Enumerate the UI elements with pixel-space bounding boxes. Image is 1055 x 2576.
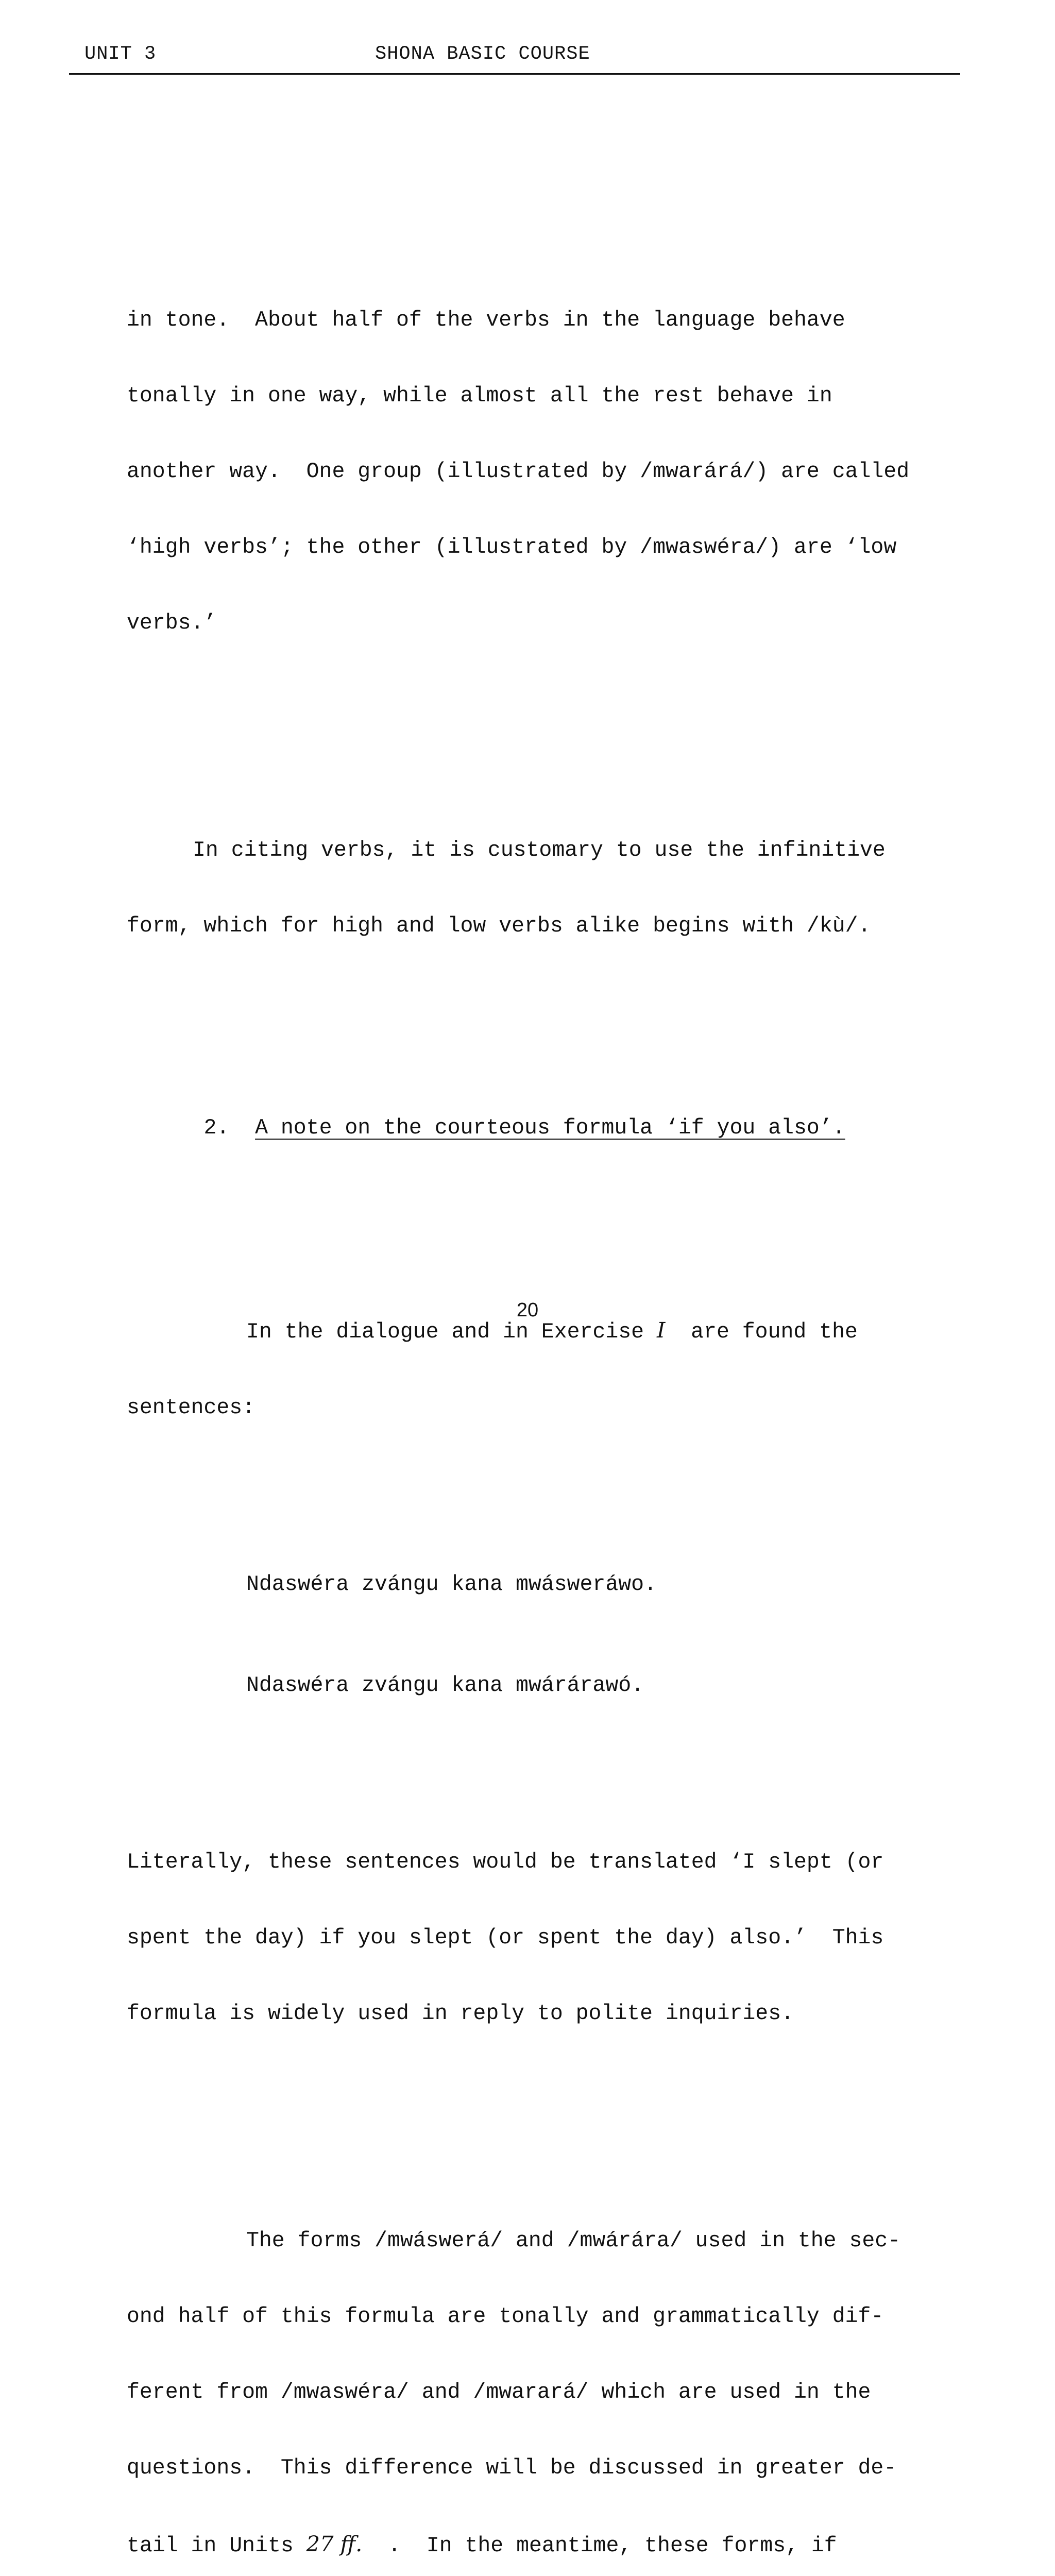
text-line: formula is widely used in reply to polite inquiries. — [127, 2002, 794, 2026]
text-line: sentences: — [127, 1396, 256, 1420]
text-line: verbs.’ — [127, 611, 217, 635]
text-line: another way. One group (illustrated by /mwarárá/) are called — [127, 460, 910, 484]
example-sentence: Ndaswéra zvángu kana mwásweráwo. — [246, 1572, 657, 1597]
paragraph-forms — [127, 2178, 982, 2576]
text-line: Literally, these sentences would be translated ‘I slept (or — [127, 1850, 884, 1874]
running-header — [69, 40, 960, 75]
page-body — [127, 181, 982, 2576]
text-line: spent the day) if you slept (or spent the day) also.’ This — [127, 1926, 884, 1950]
text-line: ferent from /mwaswéra/ and /mwarará/ which are used in the — [127, 2380, 871, 2404]
text-line: In citing verbs, it is customary to use the infinitive — [193, 838, 886, 862]
section-heading-2 — [127, 1090, 982, 1166]
section-number: 2. — [203, 1116, 230, 1140]
text-line: ond half of this formula are tonally and grammatically dif- — [127, 2304, 884, 2329]
section-title: A note on the courteous formula ‘if you also’. — [255, 1116, 845, 1140]
text-line: in tone. About half of the verbs in the language behave — [127, 308, 845, 332]
course-title: SHONA BASIC COURSE — [375, 43, 590, 65]
text-line: In the dialogue and in Exercise I are found the — [246, 1317, 858, 1344]
text-line: form, which for high and low verbs alike begins with /kù/. — [127, 914, 871, 938]
unit-label: UNIT 3 — [84, 43, 157, 65]
text-line: questions. This difference will be discussed in greater de- — [127, 2456, 897, 2480]
text-line: ‘high verbs’; the other (illustrated by /mwaswéra/) are ‘low — [127, 535, 897, 560]
example-sentence: Ndaswéra zvángu kana mwárárawó. — [246, 1673, 644, 1698]
handwritten-unit-reference: 27 ff. — [306, 2531, 363, 2556]
paragraph-literal-translation — [127, 1799, 982, 2077]
page-number: 20 — [516, 1299, 539, 1321]
text-line: The forms /mwáswerá/ and /mwárára/ used in the sec- — [246, 2229, 901, 2253]
paragraph-verb-classes — [127, 257, 982, 686]
paragraph-dialogue-intro — [127, 1267, 982, 1471]
paragraph-citing-verbs — [127, 787, 982, 989]
text-line: tonally in one way, while almost all the rest behave in — [127, 384, 832, 408]
handwritten-exercise-number: I — [656, 1317, 666, 1343]
text-line: tail in Units 27 ff. . In the meantime, these forms, if — [127, 2531, 837, 2558]
